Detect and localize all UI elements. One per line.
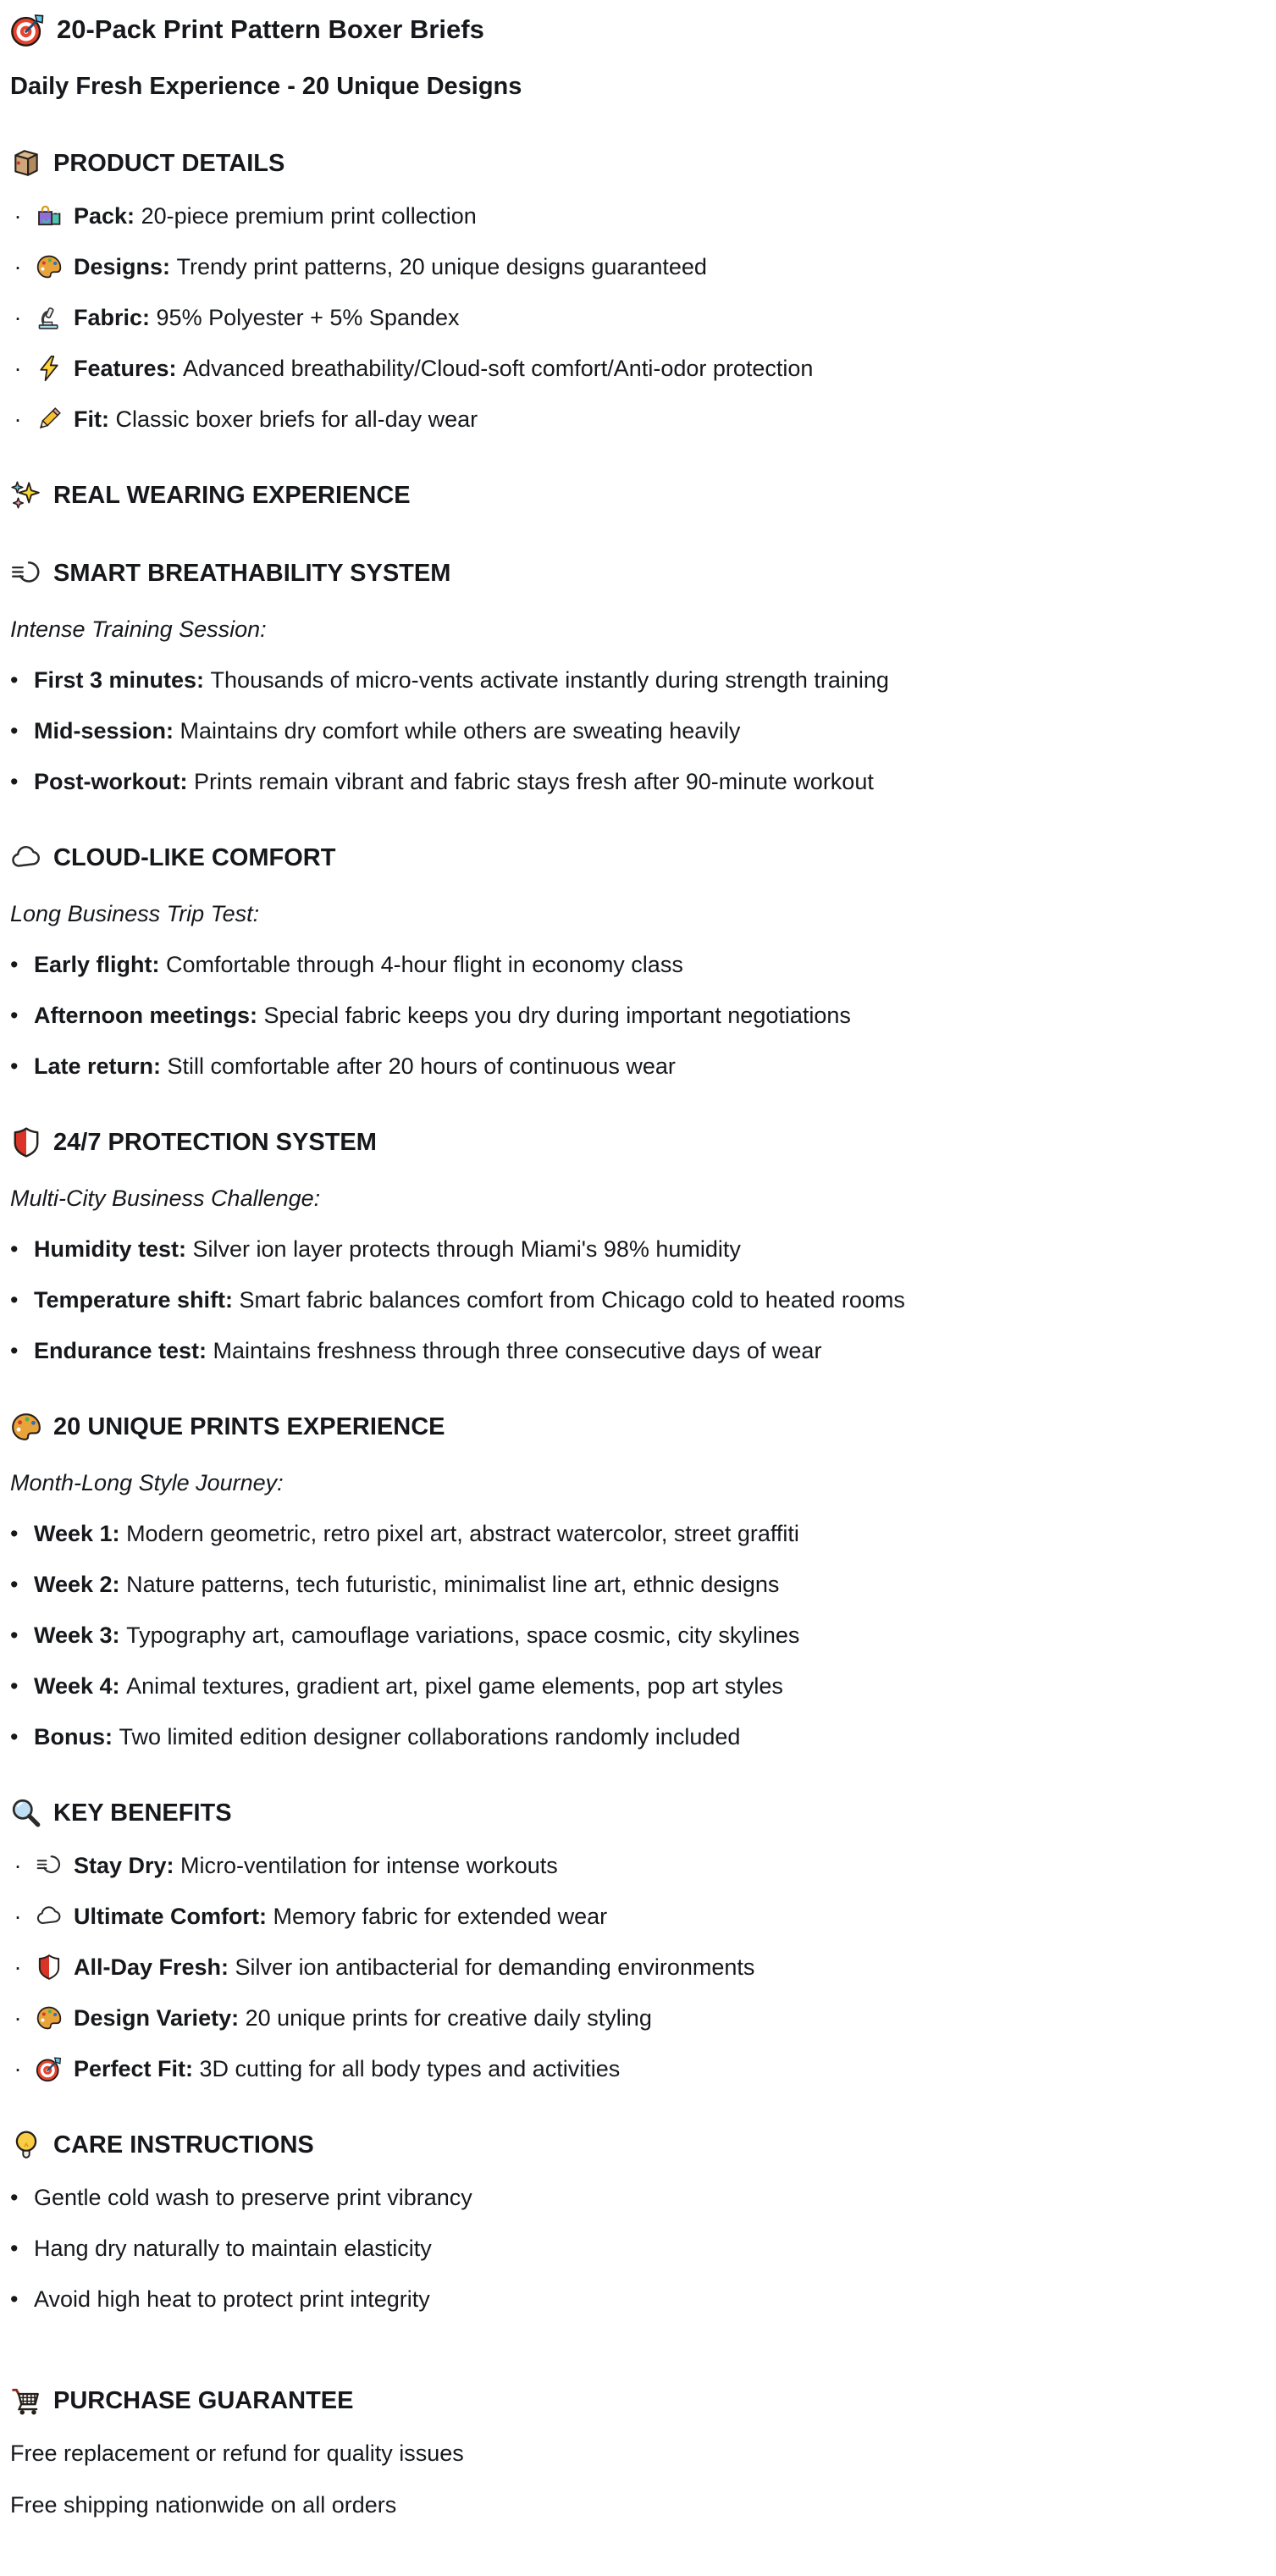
item-text: Silver ion layer protects through Miami's 98% humidity	[186, 1236, 741, 1262]
list-item	[10, 405, 1256, 434]
palette-icon	[36, 2004, 63, 2032]
section	[10, 147, 1256, 434]
middle-dot-bullet: ·	[14, 1853, 22, 1878]
package-icon	[10, 147, 42, 180]
item-text: Special fabric keeps you dry during important negotiations	[257, 1003, 851, 1028]
middle-dot-bullet: ·	[14, 1954, 22, 1980]
item-label: Post-workout:	[34, 769, 188, 794]
bullet-dot: •	[10, 952, 19, 977]
item-text: Nature patterns, tech futuristic, minimalist line art, ethnic designs	[119, 1572, 780, 1597]
list-item	[10, 354, 1256, 383]
section-heading	[10, 479, 1256, 511]
section-heading	[10, 842, 1256, 874]
section-items	[10, 2439, 1256, 2519]
page-subtitle: Daily Fresh Experience - 20 Unique Designs	[10, 73, 522, 100]
section	[10, 1126, 1256, 1365]
item-text: Smart fabric balances comfort from Chicago cold to heated rooms	[233, 1287, 905, 1313]
item-text: Free replacement or refund for quality issues	[10, 2441, 464, 2466]
bullet-dot: •	[10, 1287, 19, 1313]
section-heading-text: 24/7 PROTECTION SYSTEM	[53, 1129, 377, 1156]
list-item	[10, 2285, 1256, 2313]
shield-icon	[36, 1954, 63, 1981]
section-heading-text: PURCHASE GUARANTEE	[53, 2387, 354, 2414]
list-item	[10, 1336, 1256, 1365]
item-text: 20-piece premium print collection	[135, 203, 477, 229]
middle-dot-bullet: ·	[14, 406, 22, 432]
target-icon	[10, 12, 46, 47]
item-label: Afternoon meetings:	[34, 1003, 258, 1028]
section-intro: Intense Training Session:	[10, 616, 267, 642]
item-label: Features:	[74, 356, 177, 381]
bullet-dot: •	[10, 1622, 19, 1648]
list-item	[10, 2004, 1256, 2032]
list-item	[10, 2234, 1256, 2263]
dash-icon	[10, 557, 42, 589]
list-item	[10, 252, 1256, 281]
dash-icon	[36, 1852, 63, 1879]
list-item	[10, 202, 1256, 230]
item-text: Micro-ventilation for intense workouts	[174, 1853, 558, 1878]
item-text: Hang dry naturally to maintain elasticity	[34, 2236, 432, 2261]
section	[10, 2385, 1256, 2519]
shopping-bags-icon	[36, 202, 63, 229]
palette-icon	[36, 253, 63, 280]
item-text: Memory fabric for extended wear	[267, 1904, 608, 1929]
middle-dot-bullet: ·	[14, 203, 22, 229]
item-text: Modern geometric, retro pixel art, abstract watercolor, street graffiti	[119, 1521, 799, 1546]
item-text: Prints remain vibrant and fabric stays fresh after 90-minute workout	[187, 769, 874, 794]
item-label: Bonus:	[34, 1724, 113, 1750]
section-items	[10, 1851, 1256, 2083]
item-label: Perfect Fit:	[74, 2056, 194, 2081]
list-item	[10, 1672, 1256, 1700]
middle-dot-bullet: ·	[14, 1904, 22, 1929]
sparkles-icon	[10, 479, 42, 511]
section-heading-text: 20 UNIQUE PRINTS EXPERIENCE	[53, 1413, 445, 1440]
section-intro: Month-Long Style Journey:	[10, 1470, 284, 1495]
list-item	[10, 1052, 1256, 1081]
section-heading	[10, 2385, 1256, 2417]
section-intro: Multi-City Business Challenge:	[10, 1186, 321, 1211]
section-heading	[10, 1126, 1256, 1158]
item-text: 3D cutting for all body types and activities	[193, 2056, 621, 2081]
item-label: Mid-session:	[34, 718, 174, 744]
item-label: Late return:	[34, 1053, 162, 1079]
list-item	[10, 716, 1256, 745]
list-item	[10, 1001, 1256, 1030]
section-intro: Long Business Trip Test:	[10, 901, 260, 926]
section-heading-text: KEY BENEFITS	[53, 1799, 232, 1827]
bullet-dot: •	[10, 2286, 19, 2312]
item-label: Week 3:	[34, 1622, 120, 1648]
section-items	[10, 2183, 1256, 2313]
section-heading-text: CLOUD-LIKE COMFORT	[53, 844, 336, 871]
item-label: Endurance test:	[34, 1338, 207, 1363]
item-text: Gentle cold wash to preserve print vibrancy	[34, 2185, 472, 2210]
item-text: Two limited edition designer collaborations randomly included	[112, 1724, 741, 1750]
magnifier-icon	[10, 1797, 42, 1829]
item-text: Classic boxer briefs for all-day wear	[108, 406, 478, 432]
section-items	[10, 1519, 1256, 1751]
item-text: Comfortable through 4-hour flight in economy class	[159, 952, 683, 977]
bullet-dot: •	[10, 667, 19, 693]
bullet-dot: •	[10, 769, 19, 794]
list-item	[10, 1953, 1256, 1982]
list-item	[10, 303, 1256, 332]
bullet-dot: •	[10, 718, 19, 744]
item-text: 95% Polyester + 5% Spandex	[150, 305, 460, 330]
list-item	[10, 950, 1256, 979]
middle-dot-bullet: ·	[14, 2056, 22, 2081]
bullet-dot: •	[10, 1521, 19, 1546]
item-label: All-Day Fresh:	[74, 1954, 229, 1980]
section	[10, 479, 1256, 511]
bullet-dot: •	[10, 1724, 19, 1750]
middle-dot-bullet: ·	[14, 2005, 22, 2031]
item-label: Stay Dry:	[74, 1853, 174, 1878]
section-heading	[10, 1411, 1256, 1443]
middle-dot-bullet: ·	[14, 356, 22, 381]
item-text: Animal textures, gradient art, pixel game elements, pop art styles	[119, 1673, 783, 1699]
item-label: Temperature shift:	[34, 1287, 234, 1313]
item-text: Still comfortable after 20 hours of continuous wear	[161, 1053, 676, 1079]
microscope-icon	[36, 304, 63, 331]
shield-icon	[10, 1126, 42, 1158]
page-title	[10, 12, 1256, 47]
item-label: Week 4:	[34, 1673, 120, 1699]
section-items	[10, 202, 1256, 434]
bullet-dot: •	[10, 2185, 19, 2210]
bullet-dot: •	[10, 1572, 19, 1597]
section-heading-text: REAL WEARING EXPERIENCE	[53, 482, 411, 509]
section-heading	[10, 557, 1256, 589]
item-label: Ultimate Comfort:	[74, 1904, 267, 1929]
section	[10, 2129, 1256, 2313]
item-label: Design Variety:	[74, 2005, 240, 2031]
item-label: Designs:	[74, 254, 171, 279]
list-item	[10, 1570, 1256, 1599]
item-text: 20 unique prints for creative daily styling	[239, 2005, 652, 2031]
cart-icon	[10, 2385, 42, 2417]
list-item	[10, 666, 1256, 694]
bullet-dot: •	[10, 1053, 19, 1079]
item-label: Pack:	[74, 203, 135, 229]
section	[10, 1411, 1256, 1751]
target-icon	[36, 2055, 63, 2082]
item-label: Fabric:	[74, 305, 151, 330]
cloud-icon	[10, 842, 42, 874]
list-item	[10, 1722, 1256, 1751]
bullet-dot: •	[10, 2236, 19, 2261]
section-heading-text: SMART BREATHABILITY SYSTEM	[53, 560, 451, 587]
section-heading	[10, 2129, 1256, 2161]
bullet-dot: •	[10, 1236, 19, 1262]
paragraph	[10, 2490, 1256, 2519]
bullet-dot: •	[10, 1338, 19, 1363]
item-label: Fit:	[74, 406, 109, 432]
sections-container	[10, 147, 1256, 2519]
section-heading	[10, 1797, 1256, 1829]
middle-dot-bullet: ·	[14, 305, 22, 330]
palette-icon	[10, 1411, 42, 1443]
list-item	[10, 1851, 1256, 1880]
list-item	[10, 767, 1256, 796]
section-items	[10, 1235, 1256, 1365]
zap-icon	[36, 355, 63, 382]
item-text: Thousands of micro-vents activate instantly during strength training	[204, 667, 889, 693]
item-label: Humidity test:	[34, 1236, 187, 1262]
item-text: Typography art, camouflage variations, space cosmic, city skylines	[119, 1622, 800, 1648]
item-text: Advanced breathability/Cloud-soft comfort/Anti-odor protection	[176, 356, 814, 381]
item-text: Avoid high heat to protect print integrity	[34, 2286, 430, 2312]
list-item	[10, 2183, 1256, 2212]
list-item	[10, 1285, 1256, 1314]
bulb-icon	[10, 2129, 42, 2161]
bullet-dot: •	[10, 1003, 19, 1028]
item-label: Early flight:	[34, 952, 160, 977]
section-heading-text: CARE INSTRUCTIONS	[53, 2131, 314, 2159]
pencil-icon	[36, 406, 63, 433]
middle-dot-bullet: ·	[14, 254, 22, 279]
list-item	[10, 1621, 1256, 1650]
item-text: Trendy print patterns, 20 unique designs guaranteed	[170, 254, 707, 279]
paragraph	[10, 2439, 1256, 2468]
section-items	[10, 950, 1256, 1081]
item-text: Silver ion antibacterial for demanding environments	[229, 1954, 755, 1980]
section	[10, 842, 1256, 1081]
section	[10, 1797, 1256, 2083]
item-label: First 3 minutes:	[34, 667, 205, 693]
item-text: Free shipping nationwide on all orders	[10, 2492, 397, 2518]
section-heading-text: PRODUCT DETAILS	[53, 150, 285, 177]
list-item	[10, 1235, 1256, 1263]
list-item	[10, 2054, 1256, 2083]
page-title-text: 20-Pack Print Pattern Boxer Briefs	[57, 14, 484, 44]
section	[10, 557, 1256, 796]
section-items	[10, 666, 1256, 796]
list-item	[10, 1902, 1256, 1931]
list-item	[10, 1519, 1256, 1548]
section-heading	[10, 147, 1256, 180]
item-text: Maintains freshness through three consecutive days of wear	[207, 1338, 822, 1363]
item-label: Week 2:	[34, 1572, 120, 1597]
cloud-icon	[36, 1903, 63, 1930]
item-text: Maintains dry comfort while others are sweating heavily	[174, 718, 741, 744]
bullet-dot: •	[10, 1673, 19, 1699]
item-label: Week 1:	[34, 1521, 120, 1546]
